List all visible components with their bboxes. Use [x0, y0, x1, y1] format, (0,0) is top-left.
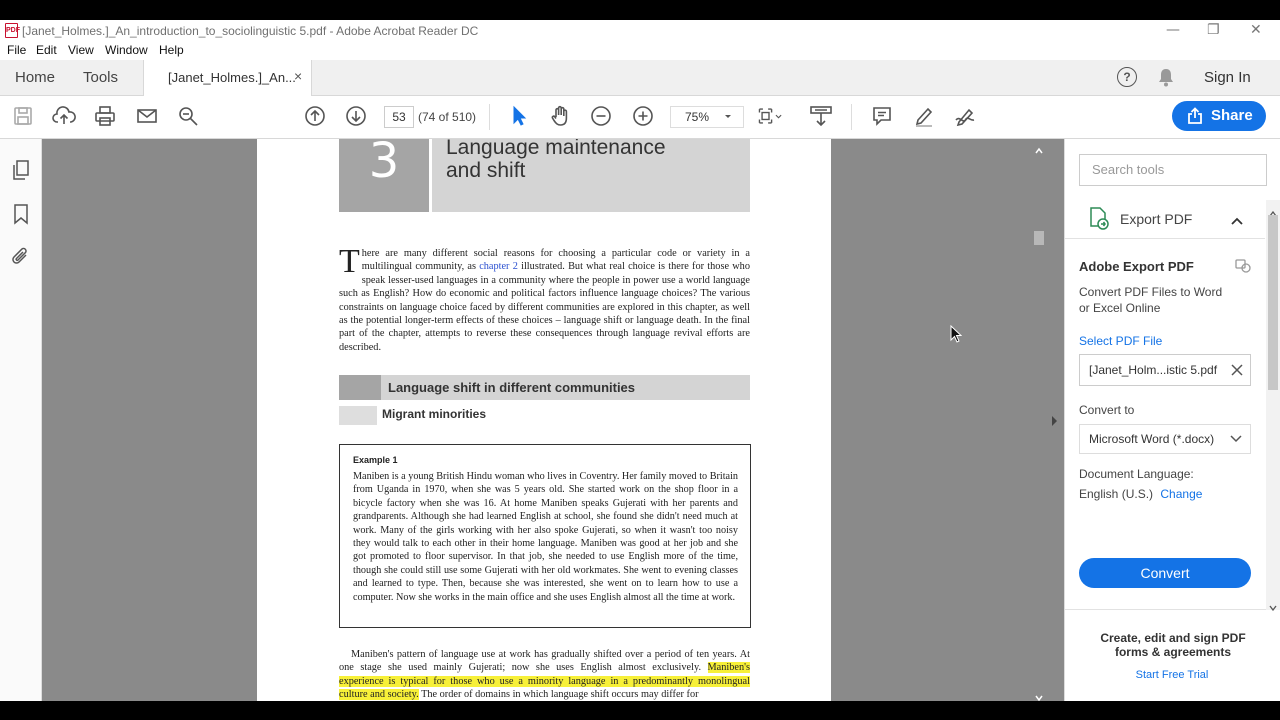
close-tab-icon[interactable]: × — [294, 68, 303, 84]
search-tools-placeholder: Search tools — [1092, 162, 1165, 177]
body-text-2: The order of domains in which language shift occurs may differ for — [418, 689, 699, 701]
subsection-heading: Migrant minorities — [382, 407, 487, 421]
tab-bar — [0, 60, 1280, 96]
language-value: English (U.S.) — [1079, 487, 1154, 501]
intro-text-2: illustrated. But what real choice is there for those who speak lesser-used languages in a community where the people in power use a world language such as English? How do economic and political factors influence language choices? The various constraints on language choice faced by different communities are explored in this chapter, as well as the potential longer-term effects of these choices – language shift or language death. In the final part of the chapter, attempts to reverse these consequences through language revival efforts are described. — [339, 261, 750, 353]
pdf-page — [257, 139, 831, 701]
change-language-link[interactable]: Change — [1160, 487, 1203, 501]
attachment-icon[interactable] — [11, 246, 31, 273]
body-paragraph — [339, 648, 750, 701]
search-tools-input[interactable] — [1079, 154, 1267, 186]
section-heading — [339, 375, 750, 400]
zoom-value: 75% — [685, 110, 710, 124]
main-toolbar — [0, 96, 1280, 139]
menu-bar — [0, 42, 1280, 60]
convert-format-select[interactable] — [1079, 424, 1251, 454]
promo-text: Create, edit and sign PDF forms & agreements — [1100, 631, 1246, 659]
next-page-icon[interactable] — [343, 103, 369, 129]
menu-window[interactable]: Window — [105, 43, 148, 57]
menu-view[interactable]: View — [68, 43, 94, 57]
left-navigation-rail — [0, 139, 42, 701]
convert-format-value: Microsoft Word (*.docx) — [1089, 432, 1215, 446]
scroll-thumb[interactable] — [1034, 231, 1044, 245]
select-cursor-icon[interactable] — [506, 103, 532, 129]
tools-pane-scrollbar[interactable] — [1266, 200, 1280, 610]
manage-account-icon[interactable] — [1235, 259, 1251, 278]
mouse-cursor-icon — [950, 325, 962, 349]
adobe-export-description: Convert PDF Files to Word or Excel Online — [1079, 285, 1223, 315]
tab-document[interactable] — [143, 60, 312, 96]
menu-file[interactable]: File — [7, 43, 27, 57]
remove-file-icon[interactable] — [1231, 355, 1243, 396]
fit-page-icon[interactable] — [756, 103, 782, 129]
drop-cap: T — [339, 243, 360, 280]
highlight-pen-icon[interactable] — [911, 103, 937, 129]
collapse-export-icon[interactable] — [1231, 213, 1243, 231]
page-number-input[interactable]: 53 — [384, 106, 414, 128]
example-text: Maniben is a young British Hindu woman who lives in Coventry. Her family moved to Britain from Uganda in 1970, when she was 5 years old. She started work on the shop floor in a bicycle factory when she was 16. At home Maniben speaks Gujerati with her parents and grandparents. Although she had learned English at school, she found she didn't need much at work. Many of the girls working with her also spoke Gujerati, so when it wasn't too noisy they would talk to each other in their home language. Maniben was good at her job and she got promoted to floor supervisor. In that job, she needed to use English more of the time, though she could still use some Gujerati with her old workmates. She went to evening classes and learned to type. Then, because she was interested, she went on to learn how to use a computer. Now she works in the main office and she uses English almost all the time at work. — [353, 471, 738, 603]
intro-text-1: here are many different social reasons for choosing a particular code or variety in a multilingual community, as — [361, 248, 750, 273]
expand-right-panel-icon[interactable] — [1051, 414, 1059, 432]
convert-button[interactable]: Convert — [1079, 558, 1251, 588]
share-button[interactable] — [1172, 101, 1266, 131]
tools-pane — [1064, 139, 1280, 701]
zoom-in-icon[interactable] — [630, 103, 656, 129]
tab-tools[interactable]: Tools — [83, 69, 119, 86]
subsection-heading-block — [339, 406, 377, 425]
share-label: Share — [1211, 107, 1253, 124]
close-window-button[interactable]: ✕ — [1250, 22, 1262, 38]
section-heading-block — [339, 375, 381, 400]
scroll-down-icon[interactable] — [1269, 598, 1277, 616]
hand-tool-icon[interactable] — [547, 103, 573, 129]
example-box — [339, 444, 751, 628]
document-scrollbar[interactable] — [1031, 139, 1047, 701]
title-bar — [0, 20, 1280, 42]
chevron-down-icon — [1230, 425, 1242, 463]
share-icon — [1186, 107, 1204, 129]
start-free-trial-link[interactable]: Start Free Trial — [1135, 669, 1209, 681]
top-black-bar — [0, 0, 1280, 20]
chapter-title-line-2: and shift — [446, 159, 526, 182]
bottom-black-bar — [0, 701, 1280, 720]
scroll-mode-icon[interactable] — [808, 103, 834, 129]
email-icon[interactable] — [134, 103, 160, 129]
convert-to-label: Convert to — [1079, 403, 1135, 417]
chapter-title — [432, 139, 750, 212]
body-text-1: Maniben's pattern of language use at work has gradually shifted over a period of ten years. At one stage she used mainly Gujerati; now she uses English almost exclusively. — [339, 649, 750, 674]
toolbar-separator — [851, 104, 852, 130]
restore-button[interactable]: ❐ — [1207, 22, 1220, 38]
toolbar-separator — [489, 104, 490, 130]
selected-file-name: [Janet_Holm...istic 5.pdf — [1089, 363, 1218, 377]
window-title: [Janet_Holmes.]_An_introduction_to_sociolinguistic 5.pdf - Adobe Acrobat Reader DC — [22, 24, 479, 38]
pdf-file-icon: PDF — [5, 23, 18, 38]
sign-in-link[interactable]: Sign In — [1204, 69, 1251, 86]
adobe-export-title: Adobe Export PDF — [1079, 259, 1194, 274]
menu-help[interactable]: Help — [159, 43, 184, 57]
previous-page-icon[interactable] — [302, 103, 328, 129]
scroll-up-icon[interactable] — [1035, 142, 1043, 160]
chapter-2-link[interactable]: chapter 2 — [479, 261, 518, 273]
intro-paragraph — [339, 243, 750, 354]
tab-document-label: [Janet_Holmes.]_An... — [168, 70, 296, 85]
bookmark-icon[interactable] — [12, 203, 30, 230]
chevron-down-icon — [723, 107, 733, 133]
print-icon[interactable] — [92, 103, 118, 129]
promo-box — [1065, 609, 1279, 702]
save-icon[interactable] — [10, 103, 36, 129]
page-thumbnails-icon[interactable] — [11, 159, 31, 186]
page-total: (74 of 510) — [418, 110, 477, 124]
cloud-upload-icon[interactable] — [51, 103, 77, 129]
chapter-number: 3 — [339, 139, 429, 212]
menu-edit[interactable]: Edit — [36, 43, 57, 57]
comment-icon[interactable] — [869, 103, 895, 129]
export-pdf-title[interactable]: Export PDF — [1120, 211, 1193, 227]
highlighted-text[interactable]: Maniben's experience is typical for those who use a minority language in a predominantly monolingual culture and society. — [339, 662, 750, 701]
search-icon[interactable] — [175, 103, 201, 129]
tab-home[interactable]: Home — [15, 69, 56, 86]
document-language-value — [1079, 486, 1202, 502]
document-language-label: Document Language: — [1079, 467, 1194, 481]
zoom-out-icon[interactable] — [588, 103, 614, 129]
zoom-select[interactable] — [670, 106, 744, 128]
notification-bell-icon[interactable] — [1157, 68, 1175, 92]
example-heading: Example 1 — [353, 455, 398, 465]
minimize-button[interactable]: — — [1166, 22, 1180, 38]
selected-file-box[interactable] — [1079, 354, 1251, 386]
export-pdf-icon — [1087, 206, 1111, 235]
scroll-thumb[interactable] — [1268, 215, 1278, 390]
help-icon[interactable]: ? — [1117, 67, 1137, 87]
chapter-title-line-1: Language maintenance — [446, 139, 666, 159]
sign-icon[interactable] — [952, 103, 978, 129]
select-pdf-file-label[interactable]: Select PDF File — [1079, 334, 1163, 348]
section-heading-text: Language shift in different communities — [388, 380, 636, 395]
panel-divider — [1065, 238, 1265, 239]
